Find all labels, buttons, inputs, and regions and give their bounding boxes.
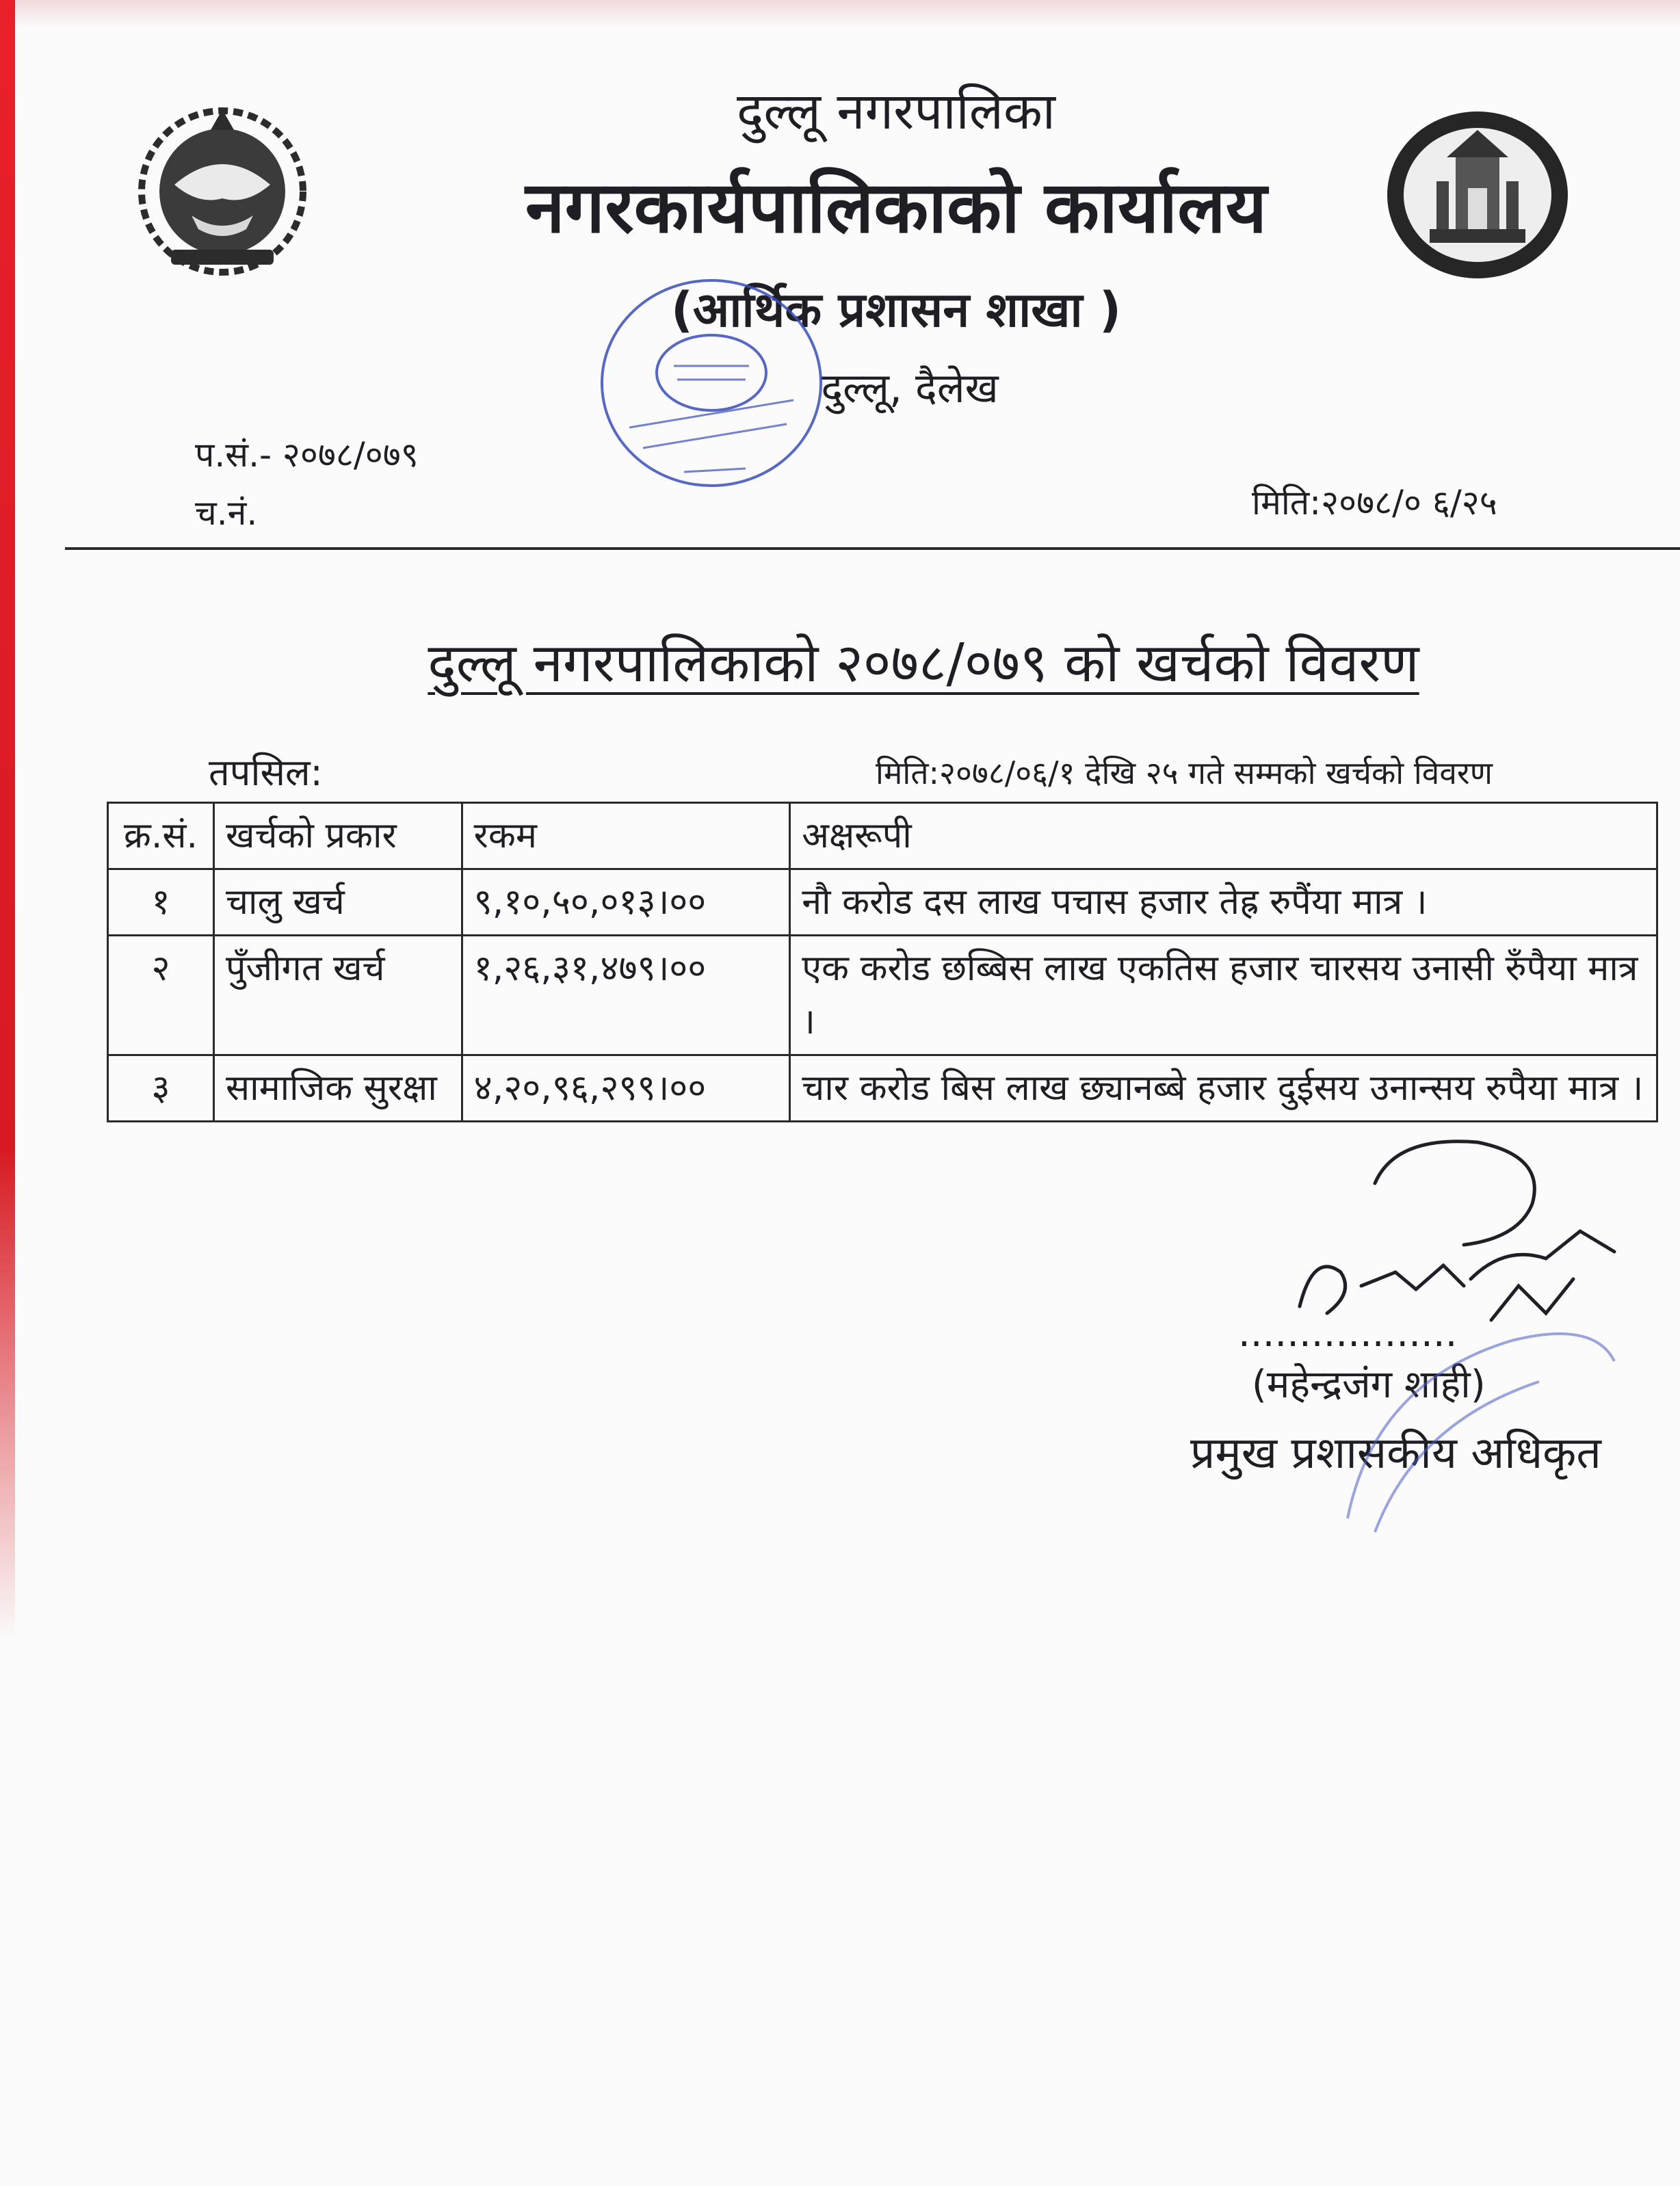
section-name: (आर्थिक प्रशासन शाखा ) (670, 282, 1122, 338)
office-name: नगरकार्यपालिकाको कार्यालय (525, 166, 1268, 249)
table-row (108, 869, 1657, 936)
details-label: तपसिल: (209, 751, 323, 794)
letter-date: मिति:२०७८/० ६/२५ (1252, 483, 1497, 523)
row-type: चालु खर्च (213, 869, 462, 936)
expense-table (107, 802, 1658, 1122)
column-header-words: अक्षरूपी (790, 803, 1657, 869)
row-words: चार करोड बिस लाख छ्यानब्बे हजार दुईसय उनान्सय रुपैया मात्र । (790, 1055, 1657, 1122)
row-amount: १,२६,३१,४७९।०० (462, 936, 790, 1055)
office-location: दुल्लू, दैलेख (821, 365, 999, 412)
municipality-logo-icon (1382, 106, 1573, 284)
row-words: एक करोड छब्बिस लाख एकतिस हजार चारसय उनासी रुँपैया मात्र । (790, 936, 1657, 1055)
header-divider (65, 547, 1680, 550)
row-type: सामाजिक सुरक्षा (213, 1055, 462, 1122)
table-header-row (108, 803, 1657, 869)
period-note: मिति:२०७८/०६/१ देखि २५ गते सम्मको खर्चको विवरण (876, 754, 1493, 791)
signature-dots: .................. (1238, 1311, 1458, 1356)
document-title: दुल्लू नगरपालिकाको २०७८/०७९ को खर्चको विवरण (428, 633, 1419, 694)
dispatch-number: च.नं. (195, 493, 258, 533)
red-background-edge (0, 0, 15, 1642)
row-sn: १ (108, 869, 214, 936)
row-sn: ३ (108, 1055, 214, 1122)
nepal-emblem-icon (130, 103, 315, 280)
row-amount: ९,१०,५०,०१३।०० (462, 869, 790, 936)
row-amount: ४,२०,९६,२९९।०० (462, 1055, 790, 1122)
table-row (108, 1055, 1657, 1122)
signature-stamp (1334, 1300, 1621, 1559)
paper-shade (0, 0, 1680, 27)
signatory-name: (महेन्द्रजंग शाही) (1252, 1362, 1486, 1407)
reference-number: प.सं.- २०७८/०७९ (195, 435, 419, 475)
table-row (108, 936, 1657, 1055)
row-type: पुँजीगत खर्च (213, 936, 462, 1055)
signatory-title: प्रमुख प्रशासकीय अधिकृत (1190, 1428, 1601, 1479)
row-sn: २ (108, 936, 214, 1055)
row-words: नौ करोड दस लाख पचास हजार तेह्र रुपैंया मात्र । (790, 869, 1657, 936)
municipality-name: दुल्लू नगरपालिका (737, 82, 1055, 141)
office-stamp (588, 270, 835, 496)
column-header-type: खर्चको प्रकार (213, 803, 462, 869)
column-header-sn: क्र.सं. (108, 803, 214, 869)
column-header-amount: रकम (462, 803, 790, 869)
